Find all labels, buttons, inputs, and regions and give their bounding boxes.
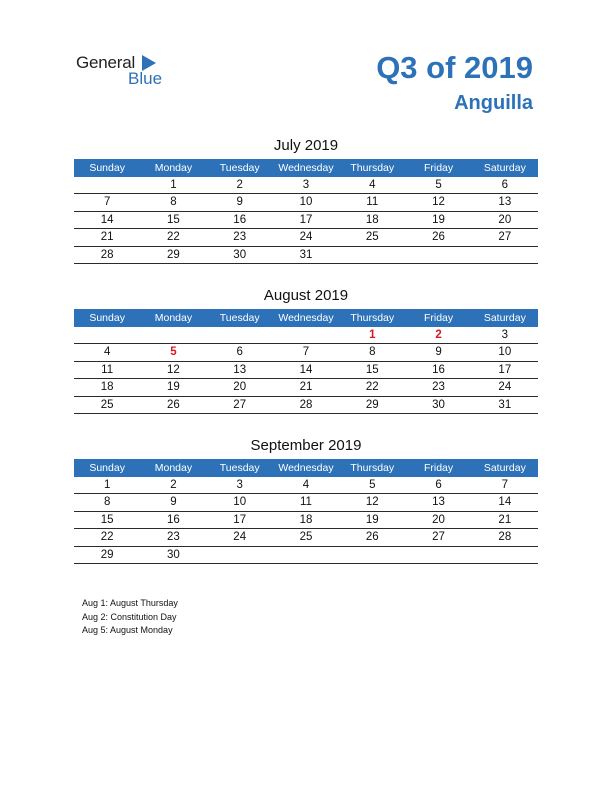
- day-cell: 11: [300, 496, 312, 509]
- day-cell: 3: [501, 329, 509, 341]
- logo-text-blue: Blue: [128, 69, 163, 88]
- empty-day-cell: [472, 247, 538, 263]
- weekday-label: Friday: [423, 162, 454, 174]
- weekday-label: Wednesday: [278, 462, 334, 474]
- day-cell: 14: [299, 363, 313, 376]
- weekday-label: Tuesday: [219, 162, 260, 174]
- day-cell: 6: [501, 179, 509, 191]
- holiday-notes: [82, 597, 178, 638]
- week-row: [74, 229, 538, 246]
- day-cell: 30: [432, 398, 445, 411]
- logo-text-general: General: [76, 53, 136, 72]
- day-cell: 31: [498, 398, 512, 411]
- day-cell: 15: [365, 363, 379, 376]
- week-row: [74, 247, 538, 264]
- day-cell: 28: [498, 531, 512, 544]
- week-row: [74, 379, 538, 396]
- weekday-header: [74, 159, 538, 177]
- day-cell: 6: [236, 346, 243, 359]
- day-cell: 17: [299, 213, 313, 226]
- day-cell: 30: [167, 548, 180, 561]
- week-row: [74, 194, 538, 211]
- day-cell: 28: [100, 248, 114, 261]
- weekday-label: Tuesday: [219, 312, 260, 324]
- week-row: [74, 362, 538, 379]
- month-calendar-september: [74, 435, 538, 564]
- day-cell: 10: [233, 496, 247, 509]
- month-title: September 2019: [250, 437, 362, 454]
- day-cell: 21: [299, 381, 313, 394]
- weekday-label: Sunday: [89, 312, 125, 324]
- day-cell: 10: [498, 346, 512, 359]
- day-cell: 6: [435, 479, 442, 491]
- day-cell: 23: [167, 531, 180, 544]
- day-cell: 23: [233, 231, 247, 244]
- empty-day-cell: [472, 547, 538, 563]
- holiday-day-cell: 2: [435, 329, 442, 341]
- weekday-label: Saturday: [483, 462, 526, 474]
- day-cell: 14: [100, 213, 114, 226]
- weekday-label: Friday: [423, 312, 454, 324]
- day-cell: 5: [435, 179, 442, 191]
- day-cell: 14: [498, 496, 512, 509]
- day-cell: 1: [103, 479, 111, 491]
- day-cell: 29: [167, 248, 180, 261]
- day-cell: 20: [498, 213, 512, 226]
- day-cell: 29: [100, 548, 114, 561]
- day-cell: 3: [302, 179, 310, 191]
- day-cell: 19: [365, 513, 379, 526]
- day-cell: 30: [233, 248, 247, 261]
- day-cell: 8: [103, 496, 111, 509]
- weekday-label: Saturday: [483, 162, 526, 174]
- day-cell: 9: [170, 496, 177, 509]
- day-cell: 23: [432, 381, 445, 394]
- day-cell: 22: [100, 531, 114, 544]
- weekday-header: [74, 459, 538, 477]
- day-cell: 8: [369, 346, 376, 359]
- day-cell: 29: [365, 398, 379, 411]
- day-cell: 18: [365, 213, 379, 226]
- page-title: Q3 of 2019: [376, 50, 533, 85]
- holiday-day-cell: 5: [170, 346, 177, 359]
- day-cell: 9: [236, 196, 243, 209]
- weekday-label: Sunday: [89, 462, 125, 474]
- day-cell: 16: [167, 513, 180, 526]
- day-cell: 21: [498, 513, 512, 526]
- day-cell: 21: [100, 231, 114, 244]
- holiday-note: Aug 2: Constitution Day: [82, 611, 177, 622]
- empty-day-cell: [140, 327, 206, 343]
- day-cell: 25: [100, 398, 114, 411]
- weekday-label: Saturday: [483, 312, 526, 324]
- day-cell: 4: [302, 479, 310, 491]
- empty-day-cell: [207, 327, 273, 343]
- holiday-day-cell: 1: [369, 329, 376, 341]
- empty-day-cell: [74, 177, 140, 193]
- day-cell: 19: [432, 213, 445, 226]
- day-cell: 17: [233, 513, 247, 526]
- day-cell: 17: [498, 363, 512, 376]
- month-grid: [74, 327, 538, 414]
- day-cell: 2: [170, 479, 177, 491]
- day-cell: 26: [365, 531, 379, 544]
- day-cell: 12: [365, 496, 379, 509]
- weekday-label: Thursday: [350, 462, 395, 474]
- week-row: [74, 494, 538, 511]
- day-cell: 13: [498, 196, 512, 209]
- month-calendar-august: [74, 285, 538, 414]
- general-blue-logo: [76, 53, 176, 87]
- holiday-note: Aug 1: August Thursday: [82, 598, 178, 608]
- empty-day-cell: [273, 327, 339, 343]
- day-cell: 25: [365, 231, 379, 244]
- day-cell: 20: [233, 381, 247, 394]
- week-row: [74, 397, 538, 414]
- day-cell: 7: [103, 196, 111, 209]
- week-row: [74, 512, 538, 529]
- weekday-label: Tuesday: [219, 462, 260, 474]
- day-cell: 9: [435, 346, 442, 359]
- day-cell: 4: [103, 346, 111, 359]
- week-row: [74, 344, 538, 361]
- weekday-label: Wednesday: [278, 312, 334, 324]
- day-cell: 7: [302, 346, 310, 359]
- day-cell: 8: [170, 196, 177, 209]
- day-cell: 18: [100, 381, 114, 394]
- day-cell: 16: [432, 363, 445, 376]
- day-cell: 13: [233, 363, 247, 376]
- week-row: [74, 477, 538, 494]
- month-grid: [74, 177, 538, 264]
- day-cell: 2: [236, 179, 243, 191]
- page-subtitle: Anguilla: [454, 92, 533, 114]
- day-cell: 25: [299, 531, 313, 544]
- day-cell: 7: [501, 479, 509, 491]
- month-title: July 2019: [273, 137, 339, 154]
- empty-day-cell: [405, 247, 471, 263]
- weekday-header: [74, 309, 538, 327]
- day-cell: 31: [299, 248, 313, 261]
- weekday-label: Monday: [154, 162, 193, 174]
- day-cell: 27: [432, 531, 445, 544]
- day-cell: 26: [167, 398, 180, 411]
- weekday-label: Sunday: [89, 162, 125, 174]
- day-cell: 28: [299, 398, 313, 411]
- day-cell: 3: [236, 479, 243, 491]
- week-row: [74, 547, 538, 564]
- month-title: August 2019: [263, 287, 349, 304]
- day-cell: 27: [233, 398, 247, 411]
- empty-day-cell: [339, 547, 405, 563]
- month-grid: [74, 477, 538, 564]
- day-cell: 12: [432, 196, 445, 209]
- empty-day-cell: [273, 547, 339, 563]
- empty-day-cell: [405, 547, 471, 563]
- day-cell: 15: [100, 513, 114, 526]
- empty-day-cell: [339, 247, 405, 263]
- holiday-note: Aug 5: August Monday: [82, 625, 173, 635]
- day-cell: 19: [167, 381, 180, 394]
- empty-day-cell: [74, 327, 140, 343]
- day-cell: 27: [498, 231, 512, 244]
- day-cell: 22: [167, 231, 180, 244]
- day-cell: 13: [432, 496, 445, 509]
- day-cell: 22: [365, 381, 379, 394]
- day-cell: 15: [167, 213, 180, 226]
- day-cell: 4: [369, 179, 376, 191]
- week-row: [74, 529, 538, 546]
- week-row: [74, 177, 538, 194]
- day-cell: 24: [233, 531, 247, 544]
- day-cell: 24: [299, 231, 313, 244]
- day-cell: 12: [167, 363, 180, 376]
- day-cell: 10: [299, 196, 313, 209]
- day-cell: 24: [498, 381, 512, 394]
- empty-day-cell: [207, 547, 273, 563]
- day-cell: 11: [101, 363, 114, 376]
- day-cell: 16: [233, 213, 247, 226]
- day-cell: 26: [432, 231, 445, 244]
- weekday-label: Monday: [154, 312, 193, 324]
- day-cell: 18: [299, 513, 313, 526]
- weekday-label: Friday: [423, 462, 454, 474]
- day-cell: 11: [366, 196, 379, 209]
- weekday-label: Thursday: [350, 162, 395, 174]
- day-cell: 20: [432, 513, 445, 526]
- weekday-label: Thursday: [350, 312, 395, 324]
- week-row: [74, 327, 538, 344]
- weekday-label: Monday: [154, 462, 193, 474]
- day-cell: 5: [369, 479, 376, 491]
- week-row: [74, 212, 538, 229]
- month-calendar-july: [74, 135, 538, 264]
- day-cell: 1: [170, 179, 177, 191]
- weekday-label: Wednesday: [278, 162, 334, 174]
